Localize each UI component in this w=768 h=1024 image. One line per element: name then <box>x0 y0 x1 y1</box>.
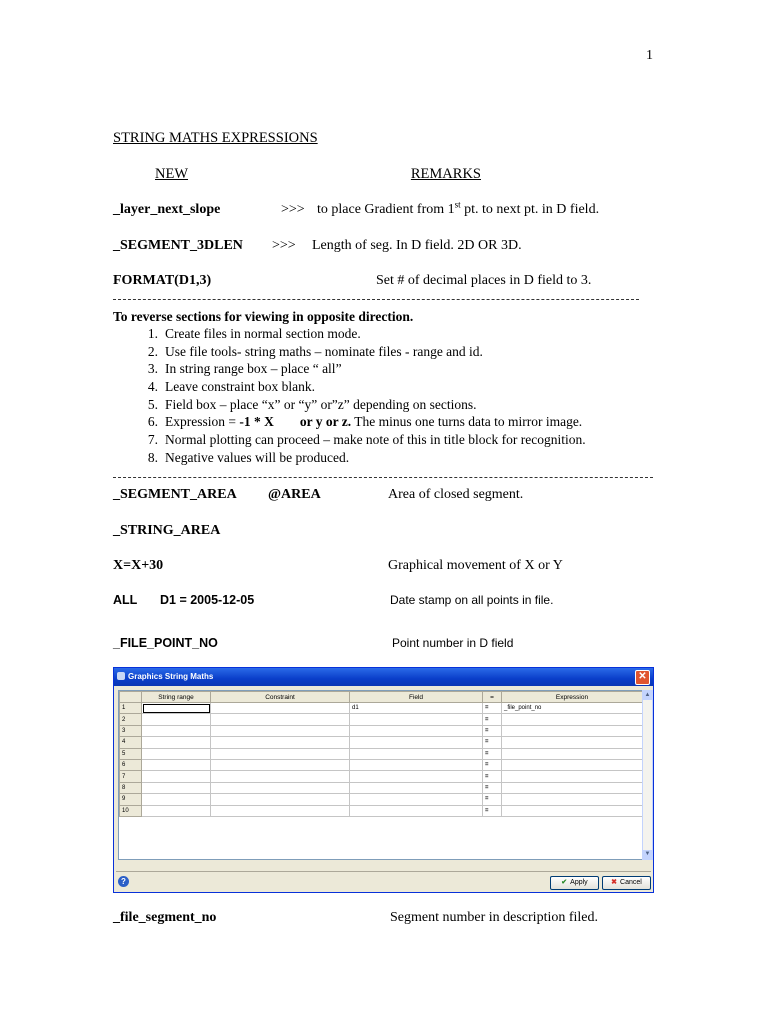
table-row <box>120 714 643 725</box>
expressions-grid <box>118 690 643 860</box>
grid-cell-constraint[interactable] <box>211 759 350 770</box>
entry-x-shift-name: X=X+30 <box>113 558 164 573</box>
grid-cell-field[interactable] <box>350 737 483 748</box>
grid-cell-string-range[interactable] <box>142 805 211 816</box>
grid-cell-expression[interactable] <box>502 805 643 816</box>
column-new: NEW <box>155 166 189 182</box>
entry-file-point-no-name: _FILE_POINT_NO <box>113 636 218 650</box>
grid-cell-equals: = <box>483 805 502 816</box>
grid-cell-equals: = <box>483 782 502 793</box>
grid-cell-rownum: 2 <box>120 714 142 725</box>
list-item: 4. Leave constraint box blank. <box>147 379 315 395</box>
grid-vertical-scrollbar[interactable] <box>642 690 653 860</box>
entry-file-segment-no-name: _file_segment_no <box>113 910 217 925</box>
grid-cell-equals: = <box>483 771 502 782</box>
grid-cell-string-range[interactable] <box>142 782 211 793</box>
page-number: 1 <box>646 48 653 63</box>
entry-layer-next-slope-name: _layer_next_slope <box>113 202 221 217</box>
grid-cell-field[interactable] <box>350 759 483 770</box>
grid-cell-field[interactable] <box>350 771 483 782</box>
grid-cell-string-range[interactable] <box>142 794 211 805</box>
table-row <box>120 759 643 770</box>
entry-all-name: ALL <box>113 593 138 607</box>
grid-cell-equals: = <box>483 737 502 748</box>
table-row <box>120 748 643 759</box>
grid-cell-constraint[interactable] <box>211 748 350 759</box>
entry-layer-next-slope-remark: to place Gradient from 1st pt. to next pt. in D field. <box>317 199 600 217</box>
grid-cell-equals: = <box>483 794 502 805</box>
grid-cell-constraint[interactable] <box>211 714 350 725</box>
table-row <box>120 703 643 714</box>
entry-file-point-no-remark: Point number in D field <box>392 636 514 650</box>
entry-layer-next-slope-arrows: >>> <box>281 202 305 217</box>
entry-segment-area-alias: @AREA <box>268 487 321 502</box>
grid-cell-equals: = <box>483 748 502 759</box>
table-row <box>120 737 643 748</box>
string-maths-dialog <box>113 667 654 893</box>
table-row <box>120 805 643 816</box>
grid-cell-string-range[interactable] <box>142 737 211 748</box>
entry-format-remark: Set # of decimal places in D field to 3. <box>376 273 592 288</box>
grid-cell-expression[interactable] <box>502 759 643 770</box>
reverse-section-title: To reverse sections for viewing in opposite direction. <box>113 309 414 324</box>
app-icon <box>117 672 125 680</box>
grid-cell-string-range[interactable] <box>142 759 211 770</box>
grid-cell-field[interactable]: d1 <box>350 703 483 714</box>
list-item: 8. Negative values will be produced. <box>147 449 350 465</box>
grid-cell-string-range[interactable] <box>142 748 211 759</box>
cross-icon: ✖ <box>611 879 618 886</box>
entry-all-remark: Date stamp on all points in file. <box>390 593 554 607</box>
grid-cell-string-range[interactable] <box>142 714 211 725</box>
entry-x-shift-remark: Graphical movement of X or Y <box>388 558 563 573</box>
grid-cell-constraint[interactable] <box>211 805 350 816</box>
grid-cell-constraint[interactable] <box>211 794 350 805</box>
dialog-title-bar <box>114 668 653 686</box>
cancel-button[interactable] <box>602 876 651 890</box>
grid-header-field: Field <box>350 692 483 703</box>
list-item: 1. Create files in normal section mode. <box>147 326 361 341</box>
grid-cell-string-range[interactable] <box>142 725 211 736</box>
entry-segment-area-name: _SEGMENT_AREA <box>113 487 237 502</box>
table-row <box>120 782 643 793</box>
grid-header-constraint: Constraint <box>211 692 350 703</box>
grid-header-string-range: String range <box>142 692 211 703</box>
entry-string-area-name: _STRING_AREA <box>113 523 221 538</box>
list-item: 2. Use file tools- string maths – nominate files - range and id. <box>147 343 483 359</box>
grid-header-rownum <box>120 692 142 703</box>
grid-cell-string-range[interactable] <box>142 771 211 782</box>
grid-cell-expression[interactable] <box>502 725 643 736</box>
table-row <box>120 771 643 782</box>
grid-cell-string-range[interactable] <box>142 703 211 714</box>
grid-cell-field[interactable] <box>350 805 483 816</box>
grid-cell-rownum: 10 <box>120 805 142 816</box>
grid-cell-expression[interactable] <box>502 782 643 793</box>
cancel-label: Cancel <box>620 879 642 886</box>
grid-cell-equals: = <box>483 759 502 770</box>
grid-cell-expression[interactable] <box>502 748 643 759</box>
close-icon[interactable]: ✕ <box>635 670 650 685</box>
grid-cell-constraint[interactable] <box>211 782 350 793</box>
entry-segment-3dlen-arrows: >>> <box>272 238 296 253</box>
grid-header-expression: Expression <box>502 692 643 703</box>
grid-cell-constraint[interactable] <box>211 703 350 714</box>
entry-file-segment-no-remark: Segment number in description filed. <box>390 910 599 925</box>
list-item: 5. Field box – place “x” or “y” or”z” depending on sections. <box>147 396 477 412</box>
entry-segment-area-remark: Area of closed segment. <box>388 487 524 502</box>
grid-cell-expression[interactable]: _file_point_no <box>502 703 643 714</box>
grid-cell-constraint[interactable] <box>211 737 350 748</box>
grid-cell-field[interactable] <box>350 794 483 805</box>
scroll-up-icon[interactable]: ▲ <box>644 692 651 698</box>
grid-cell-expression[interactable] <box>502 737 643 748</box>
divider <box>113 477 653 478</box>
grid-cell-rownum: 9 <box>120 794 142 805</box>
grid-cell-expression[interactable] <box>502 794 643 805</box>
list-item: 6. Expression = -1 * X or y or z. The minus one turns data to mirror image. <box>147 414 583 430</box>
divider <box>113 299 639 300</box>
scroll-down-icon[interactable]: ▼ <box>644 851 651 857</box>
table-row <box>120 794 643 805</box>
check-icon: ✔ <box>561 879 568 886</box>
grid-cell-equals: = <box>483 714 502 725</box>
grid-cell-rownum: 5 <box>120 748 142 759</box>
grid-cell-field[interactable] <box>350 714 483 725</box>
apply-button[interactable] <box>550 876 599 890</box>
grid-cell-constraint[interactable] <box>211 771 350 782</box>
grid-cell-rownum: 8 <box>120 782 142 793</box>
dialog-title: Graphics String Maths <box>128 672 214 681</box>
apply-label: Apply <box>570 879 588 886</box>
grid-cell-field[interactable] <box>350 748 483 759</box>
grid-cell-rownum: 1 <box>120 703 142 714</box>
list-item: 7. Normal plotting can proceed – make note of this in title block for recognition. <box>147 432 586 448</box>
help-icon[interactable]: ? <box>118 876 129 887</box>
grid-cell-rownum: 3 <box>120 725 142 736</box>
entry-segment-3dlen-remark: Length of seg. In D field. 2D OR 3D. <box>312 238 522 253</box>
entry-all-date: D1 = 2005-12-05 <box>160 593 255 607</box>
column-remarks: REMARKS <box>410 166 481 182</box>
grid-cell-rownum: 6 <box>120 759 142 770</box>
list-item: 3. In string range box – place “ all” <box>147 361 342 377</box>
grid-cell-expression[interactable] <box>502 714 643 725</box>
grid-cell-rownum: 7 <box>120 771 142 782</box>
entry-format-name: FORMAT(D1,3) <box>113 273 212 288</box>
grid-cell-rownum: 4 <box>120 737 142 748</box>
grid-cell-equals: = <box>483 725 502 736</box>
page-title: STRING MATHS EXPRESSIONS <box>113 130 318 146</box>
reverse-steps-list <box>113 325 673 467</box>
grid-cell-field[interactable] <box>350 725 483 736</box>
grid-cell-equals: = <box>483 703 502 714</box>
grid-cell-constraint[interactable] <box>211 725 350 736</box>
grid-cell-expression[interactable] <box>502 771 643 782</box>
grid-header-equals: = <box>483 692 502 703</box>
divider <box>116 871 651 872</box>
entry-segment-3dlen-name: _SEGMENT_3DLEN <box>113 238 243 253</box>
table-row <box>120 725 643 736</box>
grid-cell-field[interactable] <box>350 782 483 793</box>
